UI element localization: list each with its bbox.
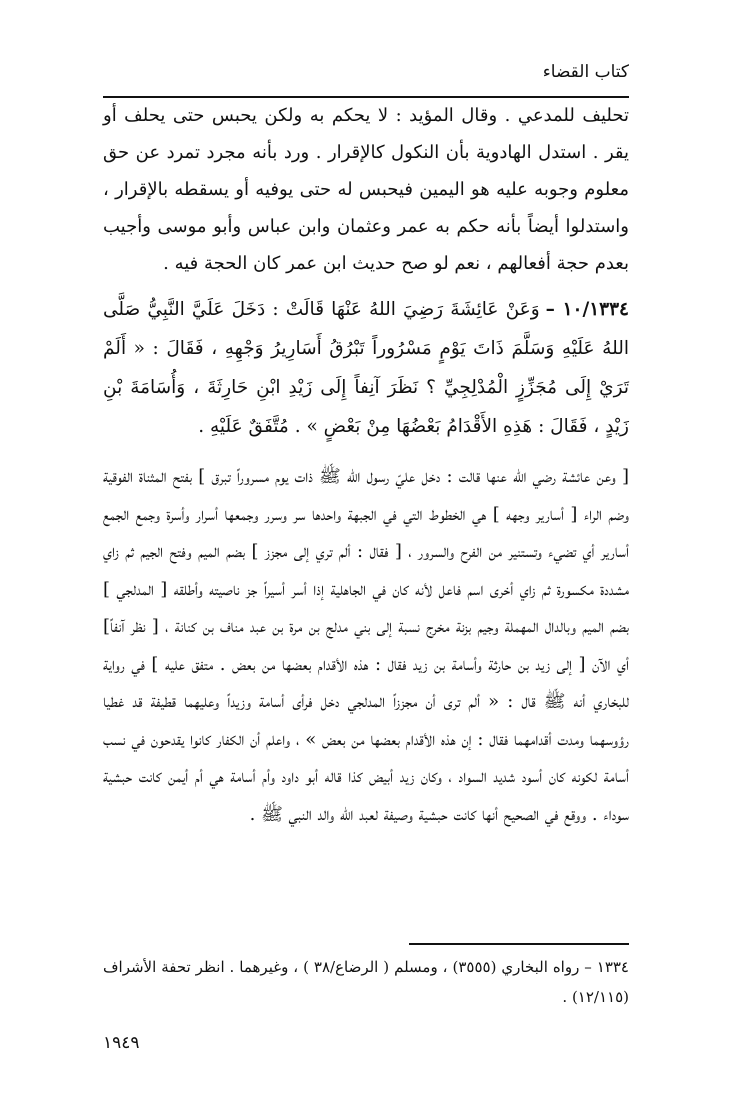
hadith-text: وَعَنْ عَائِشَةَ رَضِيَ اللهُ عَنْهَا قَالَتْ : دَخَلَ عَلَيَّ النَّبِيُّ صَلَّى اللهُ عَلَيْهِ وَسَلَّمَ ذَاتَ يَوْمٍ مَسْرُوراً تَبْرُقُ أَسَارِيرُ وَجْهِهِ ، فَقَالَ : « أَلَمْ تَرَيْ إِلَى مُجَزِّزٍ الْمُدْلِجِيِّ ؟ نَظَرَ آنِفاً إِلَى زَيْدِ ابْنِ حَارِثَةَ ، وَأُسَامَةَ بْنِ زَيْدٍ ، فَقَالَ : هَذِهِ الأَقْدَامُ بَعْضُهَا مِنْ بَعْضٍ » . مُتَّفَقٌ عَلَيْهِ . [103,299,629,437]
main-text [103,97,629,833]
footnote: ١٣٣٤ – رواه البخاري (٣٥٥٥) ، ومسلم ( الرضاع/٣٨ ) ، وغيرهما . انظر تحفة الأشراف (١٢/١١٥) . [103,958,629,1006]
hadith-number: ١٠/١٣٣٤ – [545,299,629,320]
commentary-paragraph: [ وعن عائشة رضي الله عنها قالت : دخل عليّ رسول الله ﷺ ذات يوم مسروراً تبرق ] بفتح المثناة الفوقية وضم الراء [ أسارير وجهه ] هي الخطوط التي في الجبهة واحدها سر وسرر وجمعها أسرار وأسرة وجمع الجمع أسارير أي تضيء وتستنير من الفرح والسرور ، [ فقال : ألم تري إلى مجزز ] بضم الميم وفتح الجيم ثم زاي مشددة مكسورة ثم زاي أخرى اسم فاعل لأنه كان في الجاهلية إذا أسر أسيراً جز ناصيته وأطلقه [ المدلجي ] بضم الميم وبالدال المهملة وجيم بزنة مخرج نسبة إلى بني مدلج بن مرة بن عبد مناف بن كنانة ، [ نظر آنفاً] أي الآن [ إلى زيد بن حارثة وأسامة بن زيد فقال : هذه الأقدام بعضها من بعض . متفق عليه ] في رواية للبخاري أنه ﷺ قال : « ألم ترى أن مجززاً المدلجي دخل فرأى أسامة وزيداً وعليهما قطيفة قد غطيا رؤوسهما ومدت أقدامهما فقال : إن هذه الأقدام بعضها من بعض » ، واعلم أن الكفار كانوا يقدحون في نسب أسامة لكونه كان أسود شديد السواد ، وكان زيد أبيض كذا قاله أبو داود وأم أسامة هي أم أيمن كانت حبشية سوداء . ووقع في الصحيح أنها كانت حبشية وصيفة لعبد الله والد النبي ﷺ . [103,466,630,825]
intro-paragraph: تحليف للمدعي . وقال المؤيد : لا يحكم به ولكن يحبس حتى يحلف أو يقر . استدل الهادوية بأن النكول كالإقرار . ورد بأنه مجرد تمرد عن حق معلوم وجوبه عليه هو اليمين فيحبس له حتى يوفيه أو يسقطه بالإقرار ، واستدلوا أيضاً بأنه حكم به عمر وعثمان وابن عباس وأبو موسى وأجيب بعدم حجة أفعالهم ، نعم لو صح حديث ابن عمر كان الحجة فيه . [103,105,629,274]
hadith-paragraph [103,290,629,446]
footnote-rule [409,943,629,945]
running-header: كتاب القضاء [542,62,629,82]
page-number: ١٩٤٩ [103,1033,140,1053]
